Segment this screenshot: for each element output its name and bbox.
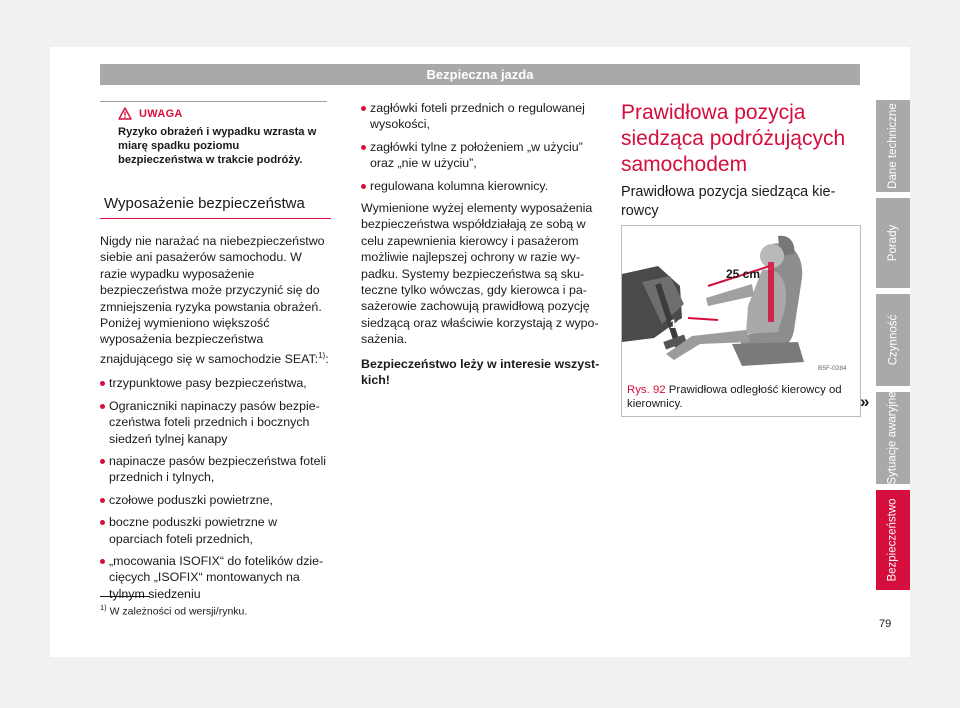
list-item: boczne poduszki powietrzne w oparciach foteli przednich, xyxy=(100,514,330,547)
side-tab-bezpieczenstwo[interactable] xyxy=(876,490,910,590)
list-item: zagłówki tylne z położeniem „w użyciu” oraz „nie w użyciu”, xyxy=(361,139,601,172)
equipment-intro: Nigdy nie narażać na niebezpieczeństwo siebie ani pasażerów samochodu. W razie wypadku wyposażenie bezpieczeństwa może przyczynić się do zmniejszenia ryzyka powstania obrażeń. Poniżej wymieniono większość wyposażenia bezpieczeństwa znajdującego się w samochodzie SEAT:$^{1)}$: xyxy=(100,234,329,366)
equipment-list xyxy=(100,375,330,602)
equipment-list-continued xyxy=(361,100,601,194)
header-title: Bezpieczna jazda xyxy=(426,67,534,82)
driver-distance-illustration xyxy=(622,226,860,376)
footnote-number: 1) xyxy=(100,603,107,612)
side-tab-label: Dane techniczne xyxy=(887,103,900,189)
equipment-emphasis: Bezpieczeństwo leży w interesie wszystkich! xyxy=(361,356,600,388)
list-item: Ograniczniki napinaczy pasów bezpieczeństwa foteli przednich i bocznych siedzeń tylnej kanapy xyxy=(100,398,330,447)
side-tab-sytuacje-awaryjne[interactable] xyxy=(876,392,910,484)
side-tab-czynnosc[interactable] xyxy=(876,294,910,386)
warning-triangle-icon xyxy=(118,107,132,120)
side-tab-label: Porady xyxy=(887,224,899,262)
footnote-divider xyxy=(100,596,150,597)
list-item: napinacze pasów bezpieczeństwa foteli przednich i tylnych, xyxy=(100,453,330,486)
distance-label-25: 25 cm xyxy=(726,267,761,281)
footnote-text: W zależności od wersji/rynku. xyxy=(109,605,248,618)
side-tab-porady[interactable] xyxy=(876,198,910,288)
column-left xyxy=(100,233,330,608)
figure-caption xyxy=(627,383,853,411)
warning-label: UWAGA xyxy=(139,107,183,120)
list-item: trzypunktowe pasy bezpieczeństwa, xyxy=(100,375,330,391)
figure-code: B5F-0284 xyxy=(818,365,847,372)
side-tab-label: Bezpieczeństwo xyxy=(887,498,900,582)
side-tab-label: Sytuacje awaryjne xyxy=(887,391,900,485)
figure-ref: Rys. 92 xyxy=(627,384,666,396)
list-item: zagłówki foteli przednich o regulowanej wysokości, xyxy=(361,100,601,133)
section-heading-equipment: Wyposażenie bezpieczeństwa xyxy=(100,195,331,219)
equipment-paragraph: Wymienione wyżej elementy wyposażenia bezpieczeństwa współdziałają ze sobą w celu zapewnienia kierowcy i pasażerom możliwie najlepszej ochrony w razie wypadku. Systemy bezpieczeństwa są skuteczne tylko wówczas, gdy kierowca i pasażerowie zachowują prawidłową pozycję siedzącą oraz właściwie korzystają z wyposażenia. xyxy=(361,201,599,347)
list-item: czołowe poduszki powietrzne, xyxy=(100,492,330,508)
figure-caption-text: Prawidłowa odległość kierowcy od kierownicy. xyxy=(627,384,842,410)
page-number: 79 xyxy=(879,618,892,630)
subheading-driver-position: Prawidłowa pozycja siedząca kierowcy xyxy=(621,183,860,228)
warning-box xyxy=(100,101,327,176)
warning-text: Ryzyko obrażeń i wypadku wzrasta w miarę spadku poziomu bezpieczeństwa w trakcie podróży. xyxy=(118,126,317,166)
distance-label-10: 10 cm xyxy=(670,317,705,331)
figure-92 xyxy=(621,225,861,417)
continue-mark: » xyxy=(860,392,870,411)
footnote xyxy=(100,603,247,618)
list-item: regulowana kolumna kierownicy. xyxy=(361,178,601,194)
footnote-ref[interactable]: 1) xyxy=(318,350,326,360)
side-tab-dane-techniczne[interactable] xyxy=(876,100,910,192)
side-tab-label: Czynność xyxy=(887,314,899,366)
page-header xyxy=(100,64,860,85)
column-middle xyxy=(361,100,601,397)
list-item: „mocowania ISOFIX“ do fotelików dziecięcych „ISOFIX“ montowanych na tylnym siedzeniu xyxy=(100,553,330,602)
section-title-seating: Prawidłowa pozycja siedząca podróżujących samochodem xyxy=(621,101,846,176)
